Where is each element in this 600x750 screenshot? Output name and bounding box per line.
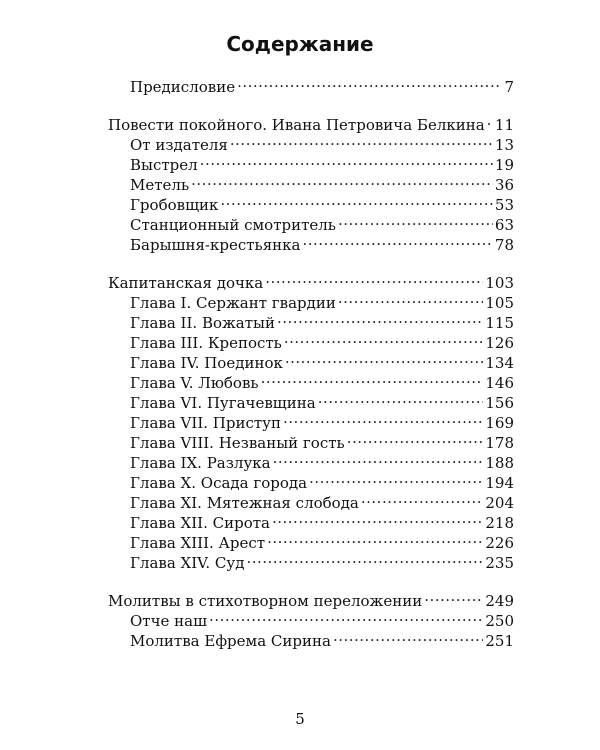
toc-entry-page: 249 (485, 592, 514, 610)
toc-entry-label: Глава VI. Пугачевщина (130, 394, 316, 412)
toc-entry-label: Глава III. Крепость (130, 334, 282, 352)
page-title: Содержание (226, 32, 374, 56)
toc-entry-label: Глава IX. Разлука (130, 454, 271, 472)
dot-leader (309, 468, 483, 488)
toc-entry-page: 36 (494, 176, 514, 194)
toc-entry-page: 78 (494, 236, 514, 254)
toc-entry-page: 226 (485, 534, 514, 552)
toc-entry-label: Глава XI. Мятежная слобода (130, 494, 359, 512)
dot-leader (487, 110, 493, 130)
toc-entry-page: 156 (485, 394, 514, 412)
toc-entry-page: 19 (494, 156, 514, 174)
dot-leader (347, 428, 484, 448)
dot-leader (338, 288, 483, 308)
toc-entry-page: 103 (485, 274, 514, 292)
page-number: 5 (295, 710, 305, 728)
dot-leader (220, 190, 493, 210)
toc-entry-page: 178 (485, 434, 514, 452)
toc-entry-label: Глава XII. Сирота (130, 514, 270, 532)
dot-leader (302, 230, 492, 250)
dot-leader (267, 528, 483, 548)
dot-leader (237, 72, 502, 92)
toc-entry-page: 146 (485, 374, 514, 392)
dot-leader (261, 368, 484, 388)
toc-entry-page: 7 (504, 78, 514, 96)
toc-entry-label: Глава XIV. Суд (130, 554, 245, 572)
dot-leader (246, 548, 483, 568)
dot-leader (283, 408, 483, 428)
dot-leader (200, 150, 493, 170)
toc-entry-label: Метель (130, 176, 190, 194)
toc-entry-page: 204 (485, 494, 514, 512)
toc-entry-page: 188 (485, 454, 514, 472)
toc-entry-label: Гробовщик (130, 196, 219, 214)
toc-entry-page: 134 (485, 354, 514, 372)
toc-entry-label: Выстрел (130, 156, 198, 174)
toc-entry-page: 11 (494, 116, 514, 134)
toc-entry-page: 63 (494, 216, 514, 234)
toc-entry-label: Глава V. Любовь (130, 374, 259, 392)
toc-entry-label: Предисловие (130, 78, 236, 96)
toc-entry-label: Глава XIII. Арест (130, 534, 266, 552)
dot-leader (191, 170, 493, 190)
dot-leader (318, 388, 484, 408)
toc-entry-label: Капитанская дочка (108, 274, 264, 292)
toc-entry-page: 251 (485, 632, 514, 650)
toc-entry-label: Молитвы в стихотворном переложении (108, 592, 423, 610)
dot-leader (284, 328, 484, 348)
dot-leader (338, 210, 493, 230)
toc-entry-label: От издателя (130, 136, 228, 154)
toc-entry (108, 110, 514, 134)
toc-entry-page: 115 (485, 314, 514, 332)
dot-leader (273, 448, 484, 468)
dot-leader (209, 606, 483, 626)
dot-leader (361, 488, 483, 508)
dot-leader (272, 508, 483, 528)
toc-entry-label: Молитва Ефрема Сирина (130, 632, 331, 650)
toc-subentry (108, 72, 514, 96)
toc-entry (108, 586, 514, 610)
toc-entry-label: Глава II. Вожатый (130, 314, 275, 332)
toc-entry-label: Глава I. Сержант гвардии (130, 294, 336, 312)
toc-entry-label: Отче наш (130, 612, 208, 630)
dot-leader (285, 348, 484, 368)
toc-entry-label: Глава VII. Приступ (130, 414, 281, 432)
toc-entry-page: 105 (485, 294, 514, 312)
toc-entry-page: 169 (485, 414, 514, 432)
toc-entry-page: 250 (485, 612, 514, 630)
toc-entry-label: Станционный смотритель (130, 216, 336, 234)
toc-entry-page: 53 (494, 196, 514, 214)
toc-entry-page: 235 (485, 554, 514, 572)
toc-entry-label: Барышня-крестьянка (130, 236, 301, 254)
dot-leader (333, 626, 483, 646)
dot-leader (265, 268, 483, 288)
table-of-contents (108, 72, 514, 650)
toc-entry-page: 13 (494, 136, 514, 154)
dot-leader (230, 130, 493, 150)
toc-entry-page: 218 (485, 514, 514, 532)
dot-leader (277, 308, 483, 328)
toc-entry-label: Глава IV. Поединок (130, 354, 283, 372)
toc-entry (108, 268, 514, 292)
toc-entry-page: 126 (485, 334, 514, 352)
toc-entry-label: Повести покойного. Ивана Петровича Белкина (108, 116, 485, 134)
toc-entry-label: Глава VIII. Незваный гость (130, 434, 345, 452)
toc-entry-label: Глава X. Осада города (130, 474, 308, 492)
toc-entry-page: 194 (485, 474, 514, 492)
dot-leader (424, 586, 483, 606)
